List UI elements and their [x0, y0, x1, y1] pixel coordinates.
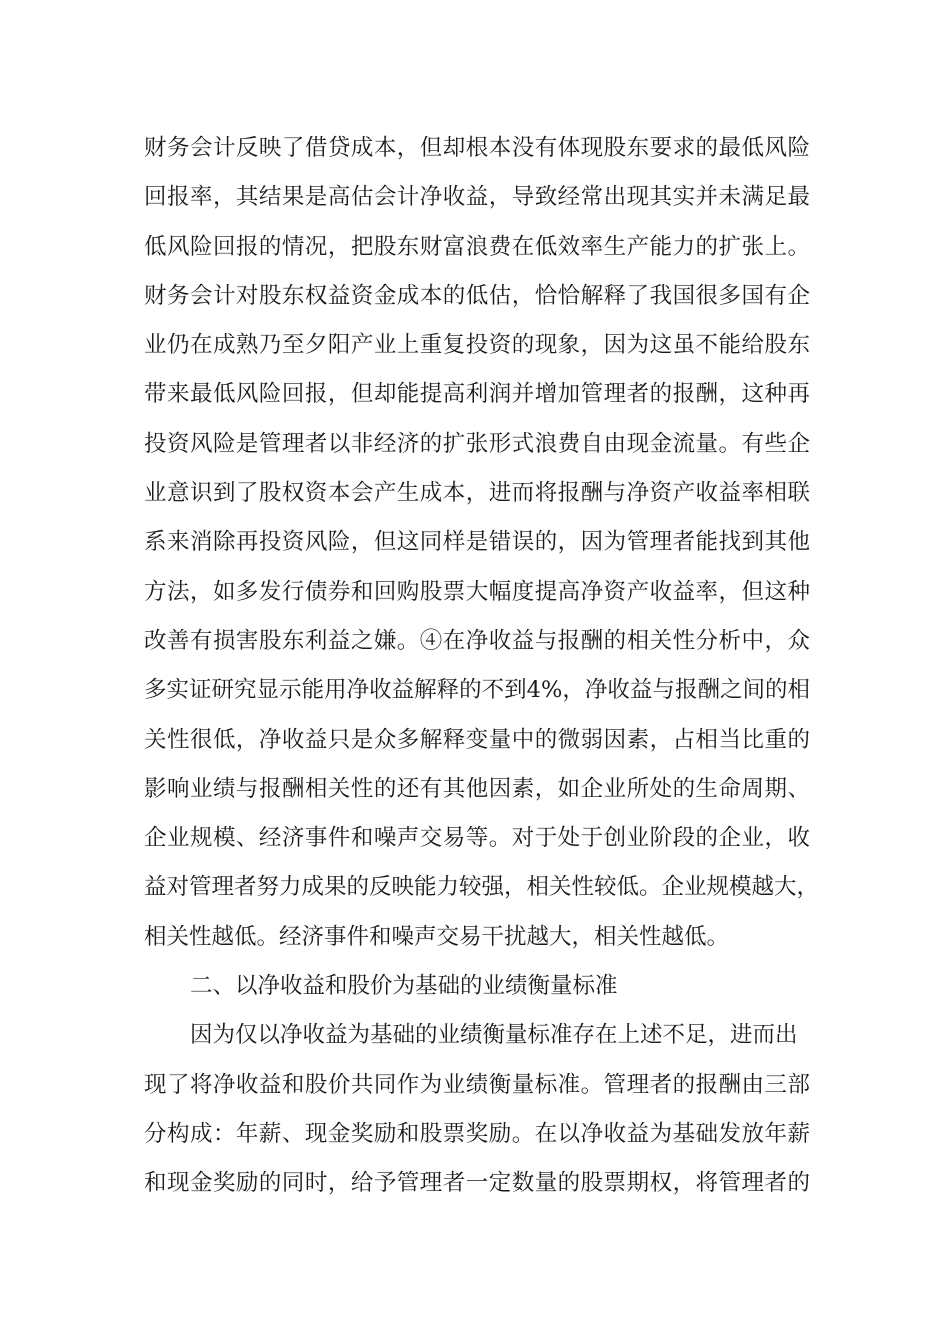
text-line: 改善有损害股东利益之嫌。④在净收益与报酬的相关性分析中，众: [144, 627, 810, 654]
text-line: 低风险回报的情况，把股东财富浪费在低效率生产能力的扩张上。: [144, 233, 810, 260]
text-line: 和现金奖励的同时，给予管理者一定数量的股票期权，将管理者的: [144, 1170, 810, 1197]
text-line: 方法，如多发行债券和回购股票大幅度提高净资产收益率，但这种: [144, 578, 810, 605]
text-line: 财务会计对股东权益资金成本的低估，恰恰解释了我国很多国有企: [144, 282, 810, 309]
text-line: 企业规模、经济事件和噪声交易等。对于处于创业阶段的企业，收: [144, 825, 810, 852]
text-line: 影响业绩与报酬相关性的还有其他因素，如企业所处的生命周期、: [144, 775, 810, 802]
text-line: 益对管理者努力成果的反映能力较强，相关性较低。企业规模越大，: [144, 874, 820, 901]
text-line: 回报率，其结果是高估会计净收益，导致经常出现其实并未满足最: [144, 184, 810, 211]
section-heading: 二、以净收益和股价为基础的业绩衡量标准: [190, 973, 618, 1000]
text-line: 系来消除再投资风险，但这同样是错误的，因为管理者能找到其他: [144, 529, 810, 556]
text-line: 财务会计反映了借贷成本，但却根本没有体现股东要求的最低风险: [144, 135, 810, 161]
text-line: 业意识到了股权资本会产生成本，进而将报酬与净资产收益率相联: [144, 480, 810, 507]
text-line: 相关性越低。经济事件和噪声交易干扰越大，相关性越低。: [144, 923, 730, 950]
text-line: 分构成：年薪、现金奖励和股票奖励。在以净收益为基础发放年薪: [144, 1120, 810, 1147]
text-line: 现了将净收益和股价共同作为业绩衡量标准。管理者的报酬由三部: [144, 1071, 810, 1098]
text-line: 关性很低，净收益只是众多解释变量中的微弱因素，占相当比重的: [144, 726, 810, 753]
body-text: [144, 124, 820, 1209]
text-line: 带来最低风险回报，但却能提高利润并增加管理者的报酬，这种再: [144, 381, 810, 408]
text-line: 因为仅以净收益为基础的业绩衡量标准存在上述不足，进而出: [190, 1022, 798, 1049]
text-line: 多实证研究显示能用净收益解释的不到4%，净收益与报酬之间的相: [144, 677, 810, 704]
text-line: 投资风险是管理者以非经济的扩张形式浪费自由现金流量。有些企: [144, 430, 810, 457]
text-line: 业仍在成熟乃至夕阳产业上重复投资的现象，因为这虽不能给股东: [144, 332, 810, 359]
